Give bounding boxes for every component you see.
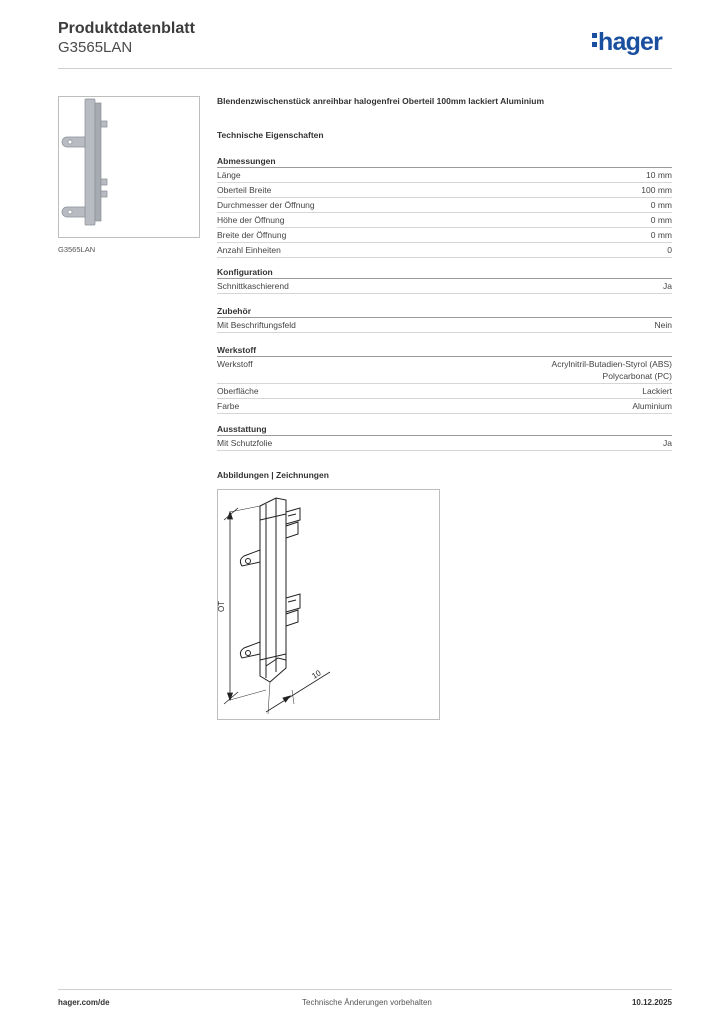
row-value bbox=[552, 358, 672, 382]
section-werkstoff bbox=[217, 344, 672, 414]
row-label: Oberteil Breite bbox=[217, 185, 272, 195]
footer-note: Technische Änderungen vorbehalten bbox=[302, 998, 432, 1007]
table-row bbox=[217, 357, 672, 384]
section-abmessungen bbox=[217, 155, 672, 258]
table-row bbox=[217, 213, 672, 228]
row-label: Durchmesser der Öffnung bbox=[217, 200, 315, 210]
row-label: Länge bbox=[217, 170, 241, 180]
row-label: Höhe der Öffnung bbox=[217, 215, 285, 225]
section-title: Abmessungen bbox=[217, 155, 672, 168]
table-row bbox=[217, 228, 672, 243]
section-title: Werkstoff bbox=[217, 344, 672, 357]
section-zubehoer bbox=[217, 305, 672, 333]
table-row bbox=[217, 384, 672, 399]
technical-drawing-icon bbox=[218, 490, 439, 719]
row-value: 0 mm bbox=[650, 230, 672, 240]
table-row bbox=[217, 436, 672, 451]
product-thumbnail bbox=[58, 96, 200, 238]
document-title: Produktdatenblatt bbox=[58, 20, 195, 37]
row-label: Anzahl Einheiten bbox=[217, 245, 281, 255]
row-value: Aluminium bbox=[632, 401, 672, 411]
technical-properties-title: Technische Eigenschaften bbox=[217, 130, 324, 140]
row-value: Ja bbox=[663, 281, 672, 291]
row-value: 10 mm bbox=[646, 170, 672, 180]
figures-title: Abbildungen | Zeichnungen bbox=[217, 470, 329, 480]
row-label: Breite der Öffnung bbox=[217, 230, 287, 240]
table-row bbox=[217, 279, 672, 294]
header-divider bbox=[58, 68, 672, 69]
row-label: Oberfläche bbox=[217, 386, 259, 396]
row-label: Mit Schutzfolie bbox=[217, 438, 273, 448]
table-row bbox=[217, 198, 672, 213]
section-konfiguration bbox=[217, 266, 672, 294]
footer-date: 10.12.2025 bbox=[631, 998, 672, 1007]
row-value-line: Acrylnitril-Butadien-Styrol (ABS) bbox=[551, 359, 672, 369]
dimension-height-label: OT bbox=[217, 600, 227, 613]
footer-website[interactable]: hager.com/de bbox=[58, 998, 110, 1007]
row-label: Farbe bbox=[217, 401, 240, 411]
logo-text: hager bbox=[598, 28, 663, 56]
footer-divider bbox=[58, 989, 672, 990]
logo-colon-icon bbox=[592, 28, 597, 47]
table-row bbox=[217, 318, 672, 333]
row-label: Schnittkaschierend bbox=[217, 281, 289, 291]
row-label: Mit Beschriftungsfeld bbox=[217, 320, 296, 330]
thumbnail-caption: G3565LAN bbox=[58, 245, 96, 254]
row-value: Ja bbox=[663, 438, 672, 448]
section-ausstattung bbox=[217, 423, 672, 451]
row-label: Werkstoff bbox=[217, 359, 253, 369]
row-value: 0 mm bbox=[650, 215, 672, 225]
section-title: Ausstattung bbox=[217, 423, 672, 436]
section-title: Konfiguration bbox=[217, 266, 672, 279]
table-row bbox=[217, 243, 672, 258]
dimension-width-label: 10 bbox=[310, 668, 323, 681]
row-value-line: Polycarbonat (PC) bbox=[602, 371, 672, 381]
row-value: 0 bbox=[667, 245, 672, 255]
section-title: Zubehör bbox=[217, 305, 672, 318]
product-thumbnail-icon bbox=[59, 97, 199, 237]
product-description: Blendenzwischenstück anreihbar halogenfrei Oberteil 100mm lackiert Aluminium bbox=[217, 96, 545, 106]
table-row bbox=[217, 168, 672, 183]
row-value: 100 mm bbox=[641, 185, 672, 195]
row-value: Lackiert bbox=[642, 386, 672, 396]
table-row bbox=[217, 399, 672, 414]
row-value: Nein bbox=[654, 320, 672, 330]
technical-drawing bbox=[217, 489, 440, 720]
hager-logo bbox=[592, 28, 662, 57]
product-code: G3565LAN bbox=[58, 39, 133, 56]
row-value: 0 mm bbox=[650, 200, 672, 210]
table-row bbox=[217, 183, 672, 198]
